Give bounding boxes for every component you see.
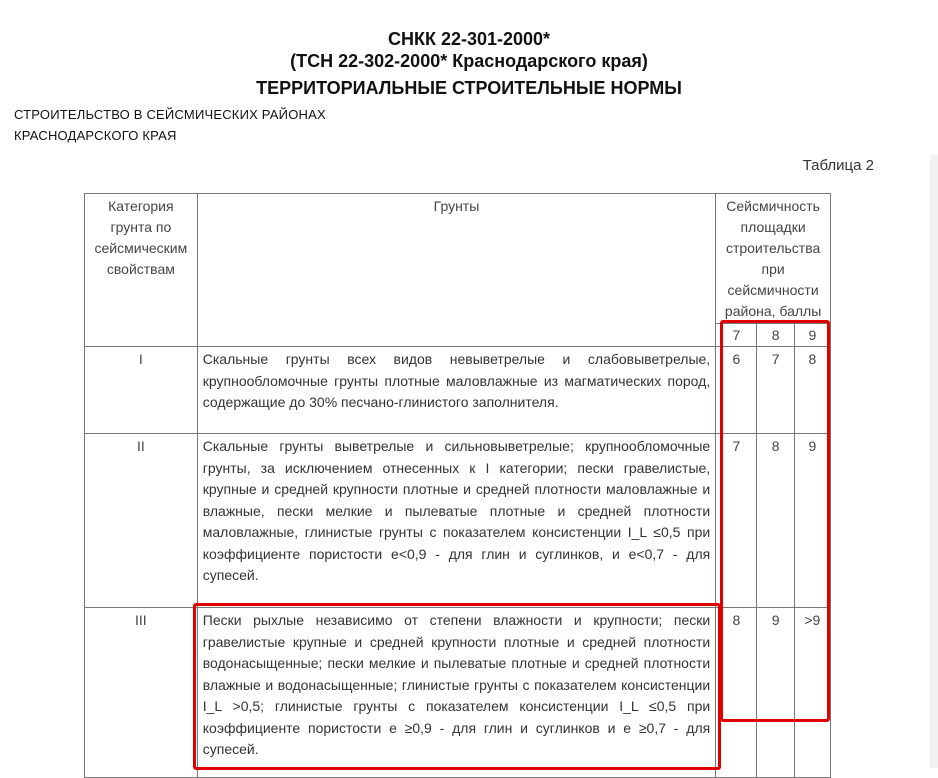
row-soils-text: Скальные грунты всех видов невыветрелые и слабовыветрелые, крупнообломочные грунты плотные маловлажные из магматических пород, содержащие до 30% песчано-глинистого заполнителя.	[197, 347, 715, 434]
row-soils-text: Скальные грунты выветрелые и сильновыветрелые; крупнообломочные грунты, за исключением отнесенных к I категории; пески гравелистые, крупные и средней крупности плотные и средней плотности маловлажные и влажные, пески мелкие и пылеватые плотные и средней плотности маловлажные, глинистые грунты с показателем консистенции I_L ≤0,5 при коэффициенте пористости e<0,9 - для глин и суглинков, и e<0,7 - для супесей.	[197, 434, 715, 608]
table-row	[85, 608, 831, 778]
row-value: 6	[716, 347, 757, 434]
row-category: I	[85, 347, 198, 434]
row-soils-text: Пески рыхлые независимо от степени влажности и крупности; пески гравелистые крупные и средней крупности плотные и средней плотности водонасыщенные; пески мелкие и пылеватые плотные и средней плотности влажные и водонасыщенные; глинистые грунты с показателем консистенции I_L >0,5; глинистые грунты с показателем консистенции I_L ≤0,5 при коэффициенте пористости e ≥0,9 - для глин и суглинков и e ≥0,7 - для супесей.	[197, 608, 715, 778]
table-row	[85, 347, 831, 434]
soil-category-table	[84, 193, 831, 778]
document-subject-line1: СТРОИТЕЛЬСТВО В СЕЙСМИЧЕСКИХ РАЙОНАХ	[14, 107, 326, 122]
subheader-7: 7	[716, 324, 757, 347]
header-soils: Грунты	[197, 194, 715, 347]
row-category: II	[85, 434, 198, 608]
header-category: Категория грунта по сейсмическим свойствам	[85, 194, 198, 347]
row-value: 8	[716, 608, 757, 778]
subheader-8: 8	[757, 324, 794, 347]
table-row	[85, 434, 831, 608]
row-category: III	[85, 608, 198, 778]
document-title: ТЕРРИТОРИАЛЬНЫЕ СТРОИТЕЛЬНЫЕ НОРМЫ	[256, 78, 682, 98]
document-code: СНКК 22-301-2000*	[387, 29, 551, 49]
document-subject-line2: КРАСНОДАРСКОГО КРАЯ	[14, 128, 177, 143]
header-seismicity: Сейсмичность площадки строительства при сейсмичности района, баллы	[716, 194, 831, 324]
row-value: 7	[716, 434, 757, 608]
row-value: >9	[794, 608, 830, 778]
subheader-9: 9	[794, 324, 830, 347]
row-value: 8	[757, 434, 794, 608]
row-value: 9	[757, 608, 794, 778]
row-value: 7	[757, 347, 794, 434]
table-label: Таблица 2	[802, 157, 874, 174]
table-header-row	[85, 194, 831, 324]
row-value: 9	[794, 434, 830, 608]
row-value: 8	[794, 347, 830, 434]
scrollbar-track[interactable]	[930, 155, 938, 768]
document-code-alt: (ТСН 22-302-2000* Краснодарского края)	[290, 51, 648, 71]
